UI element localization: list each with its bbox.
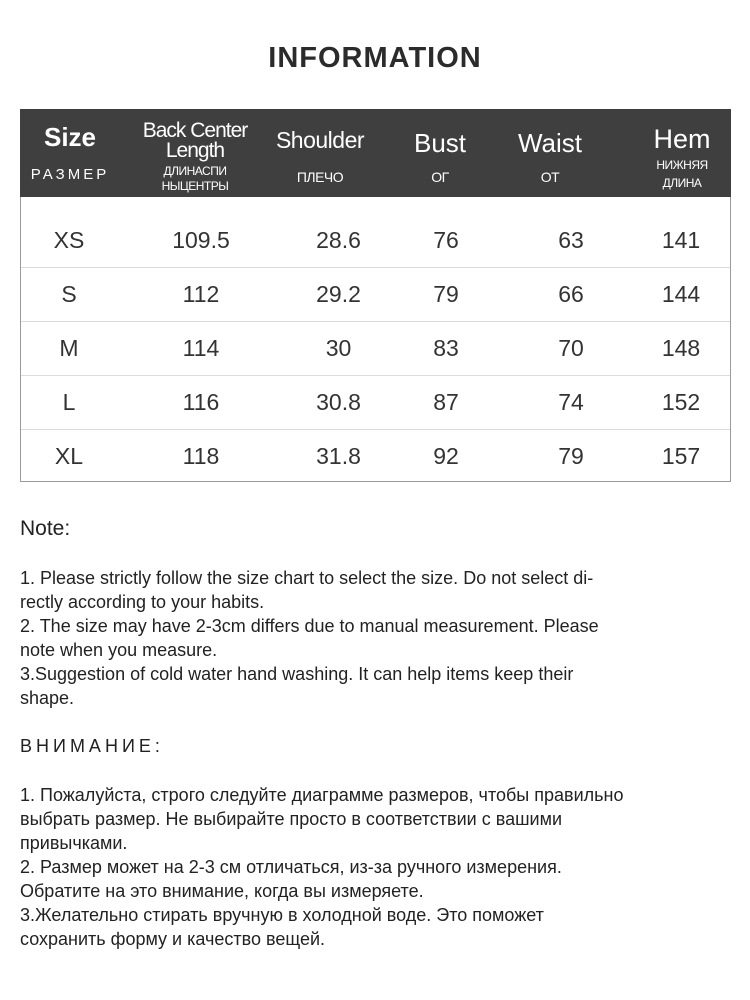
header-back-center-length-en-1: Back Center — [142, 119, 248, 142]
table-row — [21, 375, 730, 430]
size-table — [20, 109, 731, 482]
table-row — [21, 267, 730, 322]
cell-waist: 79 — [558, 443, 584, 469]
table-row — [21, 213, 730, 268]
note-ru-title: ВНИМАНИЕ: — [20, 736, 164, 756]
cell-bust: 83 — [433, 335, 459, 361]
cell-hem: 152 — [661, 389, 701, 415]
cell-bust: 92 — [433, 443, 459, 469]
cell-shoulder: 28.6 — [316, 227, 361, 253]
header-back-center-length-ru-2: НЫЦЕНТРЫ — [161, 179, 229, 193]
cell-waist: 74 — [558, 389, 584, 415]
note-ru-line: выбрать размер. Не выбирайте просто в соответствии с вашими — [20, 809, 563, 829]
header-waist — [500, 109, 600, 197]
cell-waist: 66 — [558, 281, 584, 307]
header-shoulder-en: Shoulder — [275, 127, 365, 153]
cell-size: S — [61, 281, 77, 307]
header-bust-ru: ОГ — [431, 169, 449, 185]
header-size-ru: РАЗМЕР — [30, 166, 110, 183]
note-line: note when you measure. — [20, 640, 218, 660]
header-bust — [390, 109, 490, 197]
page-title: INFORMATION — [268, 42, 482, 74]
note-ru-line: 3.Желательно стирать вручную в холодной воде. Это поможет — [20, 905, 544, 925]
cell-back-center-length: 109.5 — [172, 227, 230, 253]
header-back-center-length-ru-1: ДЛИНАСПИ — [163, 164, 227, 178]
note-english — [20, 566, 720, 710]
header-size — [20, 109, 120, 197]
cell-bust: 79 — [433, 281, 459, 307]
cell-back-center-length: 114 — [182, 335, 220, 361]
cell-bust: 87 — [433, 389, 459, 415]
cell-size: L — [62, 389, 76, 415]
cell-size: M — [59, 335, 79, 361]
cell-size: XS — [53, 227, 85, 253]
note-ru-line: 2. Размер может на 2-3 см отличаться, из-за ручного измерения. — [20, 857, 562, 877]
cell-hem: 148 — [661, 335, 701, 361]
header-back-center-length — [130, 109, 260, 197]
note-line: 2. The size may have 2-3cm differs due to manual measurement. Please — [20, 616, 599, 636]
note-line: 3.Suggestion of cold water hand washing. It can help items keep their — [20, 664, 574, 684]
note-line: shape. — [20, 688, 75, 708]
cell-shoulder: 30 — [325, 335, 352, 361]
header-size-en: Size — [43, 122, 97, 152]
header-back-center-length-en-2: Length — [165, 139, 225, 162]
cell-hem: 144 — [661, 281, 701, 307]
cell-back-center-length: 112 — [182, 281, 220, 307]
cell-size: XL — [54, 443, 84, 469]
header-waist-ru: ОТ — [540, 169, 560, 185]
cell-shoulder: 29.2 — [316, 281, 361, 307]
table-row — [21, 429, 730, 483]
note-line: rectly according to your habits. — [20, 592, 265, 612]
cell-waist: 63 — [558, 227, 584, 253]
note-line: 1. Please strictly follow the size chart to select the size. Do not select di- — [20, 568, 594, 588]
header-shoulder — [270, 109, 370, 197]
note-ru-line: привычками. — [20, 833, 128, 853]
cell-hem: 141 — [661, 227, 701, 253]
header-hem-ru-2: ДЛИНА — [662, 176, 702, 190]
header-shoulder-ru: ПЛЕЧО — [296, 169, 344, 185]
header-waist-en: Waist — [517, 128, 583, 158]
note-ru-line: сохранить форму и качество вещей. — [20, 929, 326, 949]
cell-back-center-length: 116 — [182, 389, 220, 415]
cell-waist: 70 — [558, 335, 584, 361]
cell-back-center-length: 118 — [182, 443, 220, 469]
note-title: Note: — [20, 517, 71, 540]
note-ru-line: Обратите на это внимание, когда вы измеряете. — [20, 881, 424, 901]
header-hem — [632, 109, 732, 197]
note-ru-line: 1. Пожалуйста, строго следуйте диаграмме размеров, чтобы правильно — [20, 785, 624, 805]
header-hem-ru-1: НИЖНЯЯ — [656, 158, 708, 172]
cell-bust: 76 — [433, 227, 459, 253]
table-header — [20, 109, 731, 197]
header-bust-en: Bust — [413, 128, 467, 158]
cell-shoulder: 30.8 — [316, 389, 361, 415]
header-hem-en: Hem — [653, 124, 711, 154]
table-row — [21, 321, 730, 376]
cell-hem: 157 — [661, 443, 701, 469]
note-russian — [20, 783, 720, 951]
cell-shoulder: 31.8 — [316, 443, 361, 469]
